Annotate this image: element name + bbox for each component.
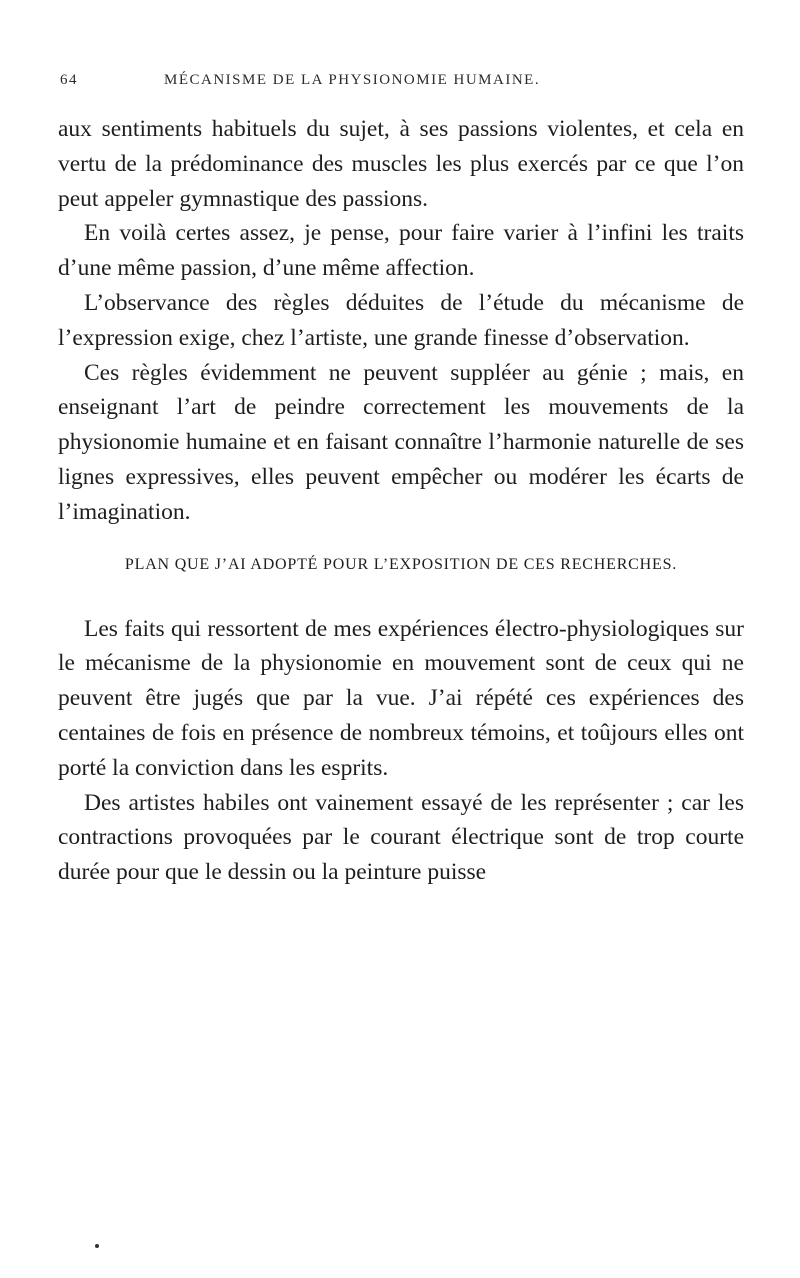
paragraph: Les faits qui ressortent de mes expériences électro-physiologiques sur le mécanisme de la physionomie en mouvement sont de ceux qui ne peuvent être jugés que par la vue. J’ai répété ces expériences des centaines de fois en présence de nombreux témoins, et toûjours elles ont porté la conviction dans les esprits. <box>58 615 744 781</box>
running-header <box>60 72 740 102</box>
paragraph: aux sentiments habituels du sujet, à ses passions violentes, et cela en vertu de la prédominance des muscles les plus exercés par ce que l’on peut appeler gymnastique des passions. <box>58 116 744 212</box>
paragraph: L’observance des règles déduites de l’étude du mécanisme de l’expression exige, chez l’artiste, une grande finesse d’observation. <box>58 289 744 351</box>
paragraph: En voilà certes assez, je pense, pour faire varier à l’infini les traits d’une même passion, d’une même affection. <box>58 220 744 282</box>
printer-mark <box>95 1244 99 1248</box>
page-number: 64 <box>60 72 78 88</box>
paragraph: Des artistes habiles ont vainement essayé de les représenter ; car les contractions provoquées par le courant électrique sont de trop courte durée pour que le dessin ou la peinture puisse <box>58 789 744 886</box>
paragraph: Ces règles évidemment ne peuvent suppléer au génie ; mais, en enseignant l’art de peindre correctement les mouvements de la physionomie humaine et en faisant connaître l’harmonie naturelle de ses lignes expressives, elles peuvent empêcher ou modérer les écarts de l’imagination. <box>58 359 744 525</box>
section-heading: PLAN QUE J’AI ADOPTÉ POUR L’EXPOSITION DE CES RECHERCHES. <box>124 555 678 573</box>
body-text <box>58 112 744 890</box>
running-title: MÉCANISME DE LA PHYSIONOMIE HUMAINE. <box>164 72 541 88</box>
